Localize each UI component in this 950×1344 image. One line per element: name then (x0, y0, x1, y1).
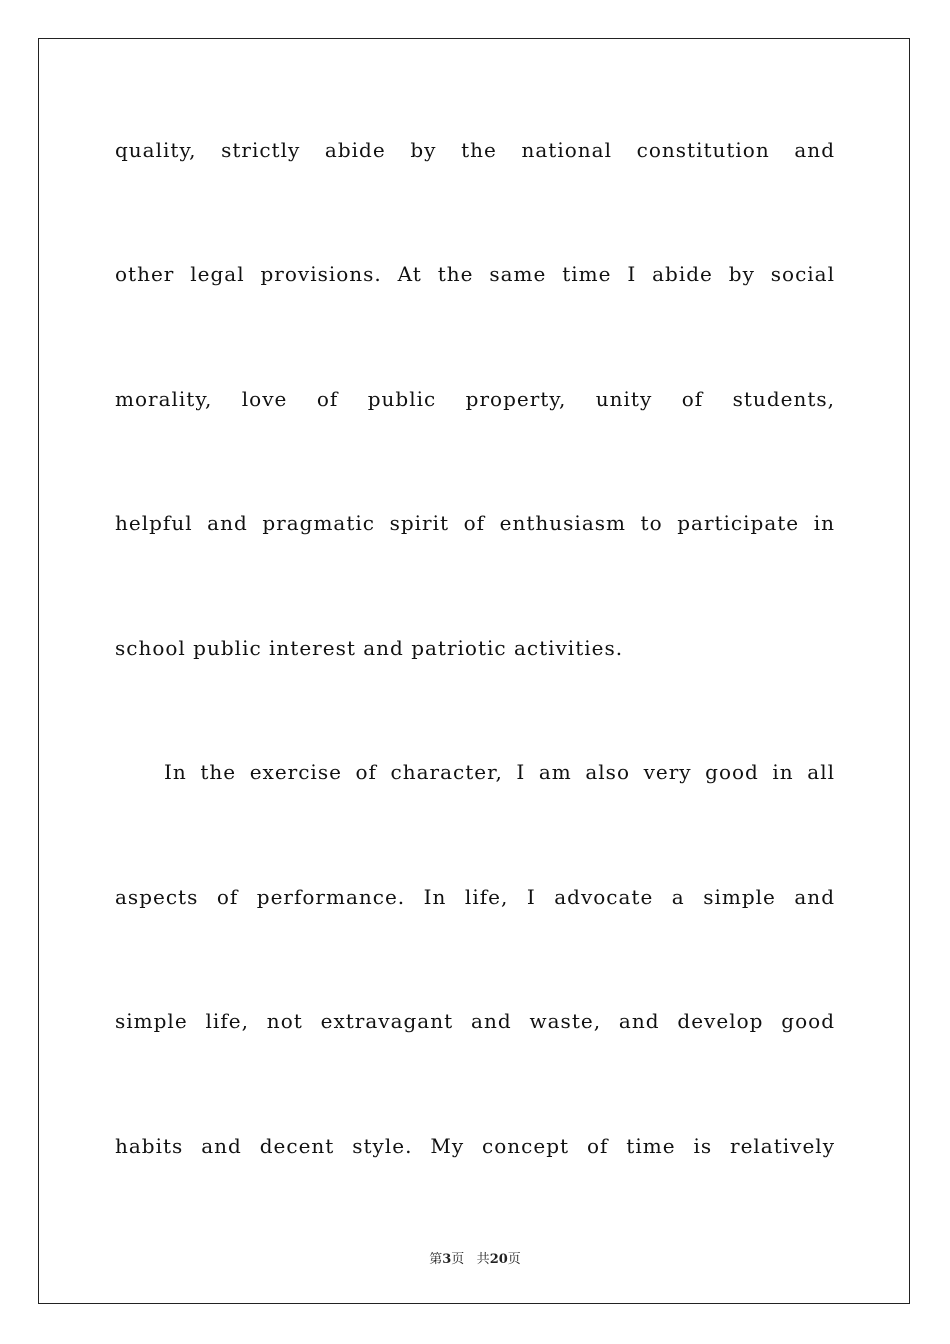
total-pages-number: 20 (489, 1252, 508, 1267)
paragraph-line: In the exercise of character, I am also very good in all (164, 760, 835, 784)
page-prefix: 第 (429, 1252, 443, 1267)
paragraph-line: quality, strictly abide by the national constitution and (115, 138, 835, 162)
page-footer (0, 1248, 950, 1267)
paragraph-line: aspects of performance. In life, I advocate a simple and (115, 885, 835, 909)
paragraph-line: school public interest and patriotic activities. (115, 636, 624, 660)
total-suffix: 页 (507, 1252, 521, 1267)
paragraph-line: morality, love of public property, unity of students, (115, 387, 835, 411)
paragraph-line: helpful and pragmatic spirit of enthusiasm to participate in (115, 511, 835, 535)
page-border (38, 38, 910, 1304)
total-prefix: 共 (476, 1252, 490, 1267)
current-page-number: 3 (442, 1252, 452, 1267)
paragraph-line: other legal provisions. At the same time I abide by social (115, 262, 835, 286)
paragraph-line: simple life, not extravagant and waste, and develop good (115, 1009, 835, 1033)
paragraph-line: habits and decent style. My concept of time is relatively (115, 1134, 835, 1158)
page-suffix: 页 (451, 1252, 465, 1267)
